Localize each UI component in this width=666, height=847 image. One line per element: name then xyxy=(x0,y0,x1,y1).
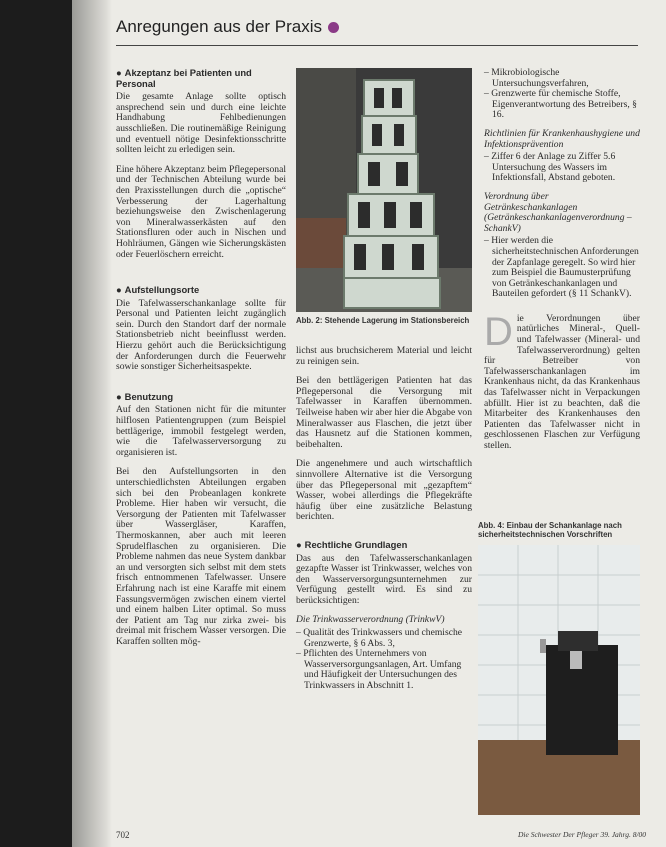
subheading: Richtlinien für Krankenhaushygiene und Infektionsprävention xyxy=(484,127,640,150)
list xyxy=(484,152,640,184)
paragraph: Die Tafelwasserschankanlage sollte für Personal und Patienten leicht zugänglich sein. Durch den Standort darf der normale Stationsbetrieb nicht beeinflusst werden. Hierzu gehört auch die Berücksichtigung der Anforderungen durch die Feuerwehr sowie sonstiger Sicherheitsaspekte. xyxy=(116,297,286,373)
paragraph: lichst aus bruchsicherem Material und leicht zu reinigen sein. xyxy=(296,345,472,367)
header-dot-icon xyxy=(328,22,339,33)
left-column xyxy=(116,68,286,657)
paragraph: Bei den bettlägerigen Patienten hat das Pflegepersonal die Versorgung mit Tafelwasser in Karaffen übernommen. Teilweise haben wir aber hier die Abgabe von Mineralwasser aus Flaschen, die jetzt über das Hausnetz auf die Stationen kommen, beibehalten. xyxy=(296,375,472,450)
journal-footer: Die Schwester Der Pfleger 39. Jahrg. 8/00 xyxy=(518,830,647,839)
list-item: – Mikrobiologische Untersuchungsverfahren, xyxy=(484,68,640,89)
list xyxy=(296,628,472,692)
page-header xyxy=(116,17,339,37)
right-column xyxy=(484,68,640,461)
list-item: – Qualität des Trinkwassers und chemische Grenzwerte, § 6 Abs. 3, xyxy=(296,628,472,649)
paragraph: Die angenehmere und auch wirtschaftlich sinnvollere Alternative ist die Versorgung über das Pflegepersonal mit „gezapftem“ Wasser, wobei allerdings die Pflegekräfte häufig über eine zusätzliche Belastung berichten. xyxy=(296,458,472,523)
list-item: – Pflichten des Unternehmers von Wasserversorgungsanlagen, Art. Umfang und Häufigkeit der Untersuchungen des Trinkwassers in Abschnitt 1. xyxy=(296,649,472,691)
paragraph-with-dropcap: Die Verordnungen über natürliches Mineral-, Quell- und Tafelwasser (Mineral- und Tafelwasserverordnung) gelten für Betreiber von Tafelwasserschankanlagen im Krankenhaus nicht, da das Krankenhaus das Tafelwasser nicht in Verpackungen abfüllt. Hier ist zu beachten, daß die Mitarbeiter des Krankenhauses den Patienten das Tafelwasser nicht in geschlossenen Flaschen zur Verfügung stellen. xyxy=(484,309,640,451)
figure-caption: Abb. 4: Einbau der Schankanlage nach sicherheitstechnischen Vorschriften xyxy=(478,521,622,539)
list-item: – Ziffer 6 der Anlage zu Ziffer 5.6 Untersuchung des Wassers im Infektionsfall, Abstand geboten. xyxy=(484,152,640,184)
section-heading: ● Akzeptanz bei Patienten und Personal xyxy=(116,67,252,89)
dropcap: D xyxy=(484,309,513,354)
paragraph: Bei den Aufstellungsorten in den unterschiedlichsten Abteilungen ergaben sich bei den Probeanlagen konkrete Probleme. Hier haben wir versucht, die Versorgung der Patienten mit Tafelwasser über Wassergläser, Karaffen, Thermoskannen, aber auch mit leeren Sprudelflaschen zu organisieren. Die Probleme nahmen das neue System dankbar an und versorgten sich selbst mit dem stets frisch entnommenen Tafelwasser. Unsere Erfahrung nach ist eine Karaffe mit einem Fassungsvermögen zwischen einem viertel und einem halben Liter optimal. So muss der Patient am Tag nur zirka zwei- bis dreimal mit frischem Wasser versorgen. Die Karaffen sollten mög- xyxy=(116,466,286,647)
book-gutter xyxy=(72,0,112,847)
paragraph: Auf den Stationen nicht für die mitunter hilflosen Patientengruppen (zum Beispiel bettlägerige, immobil festgelegt werden, wie die Tafelwasserversorgung zu organisieren ist. xyxy=(116,404,286,458)
section-heading: ● Aufstellungsorte xyxy=(116,284,200,296)
paragraph: Eine höhere Akzeptanz beim Pflegepersonal und der Technischen Abteilung wurde bei den Praxisstellungen durch die „optische“ Verbesserung der Lagerhaltung beziehungsweise den Zwischenlagerung von Mineralwasserkästen auf den Stationsfluren oder auch in Nischen und Hohlräumen, Gängen wie Sicherungskästen oder Feuerlöschern erreicht. xyxy=(116,163,286,260)
header-title: Anregungen aus der Praxis xyxy=(116,17,323,36)
list xyxy=(484,68,640,121)
middle-column xyxy=(296,346,472,700)
section-heading: ● Rechtliche Grundlagen xyxy=(296,538,408,550)
page-number: 702 xyxy=(116,830,130,840)
list-item: – Hier werden die sicherheitstechnischen Anforderungen der Zapfanlage geregelt. So wird hier zum Beispiel die Baumusterprüfung von Getränkeschankanlagen und Bauteilen gefordert (§ 11 SchankV). xyxy=(484,236,640,300)
list xyxy=(484,236,640,300)
section-heading: ● Benutzung xyxy=(116,390,174,402)
paragraph: Die gesamte Anlage sollte optisch ansprechend sein und durch eine leichte Handhabung Fehlbedienungen ausschließen. Die routinemäßige Reinigung und eventuell nötige Desinfektionsschritte sollten leicht zu erledigen sein. xyxy=(116,91,286,156)
subheading: Verordnung über Getränkeschankanlagen (Getränkeschankanlagenverordnung – SchankV) xyxy=(484,190,632,234)
photo-stacked-crates xyxy=(296,68,472,312)
subheading: Die Trinkwasserverordnung (TrinkwV) xyxy=(296,614,445,626)
photo-tap-unit xyxy=(478,545,640,815)
figure-caption: Abb. 2: Stehende Lagerung im Stationsbereich xyxy=(296,316,470,325)
list-item: – Grenzwerte für chemische Stoffe, Eigenverantwortung des Betreibers, § 16. xyxy=(484,89,640,121)
paragraph: Das aus den Tafelwasserschankanlagen gezapfte Wasser ist Trinkwasser, welches von den Wasserversorgungsunternehmen zur Verfügung gestellt wird. Es sind zu berücksichtigen: xyxy=(296,552,472,606)
header-rule xyxy=(116,45,638,46)
